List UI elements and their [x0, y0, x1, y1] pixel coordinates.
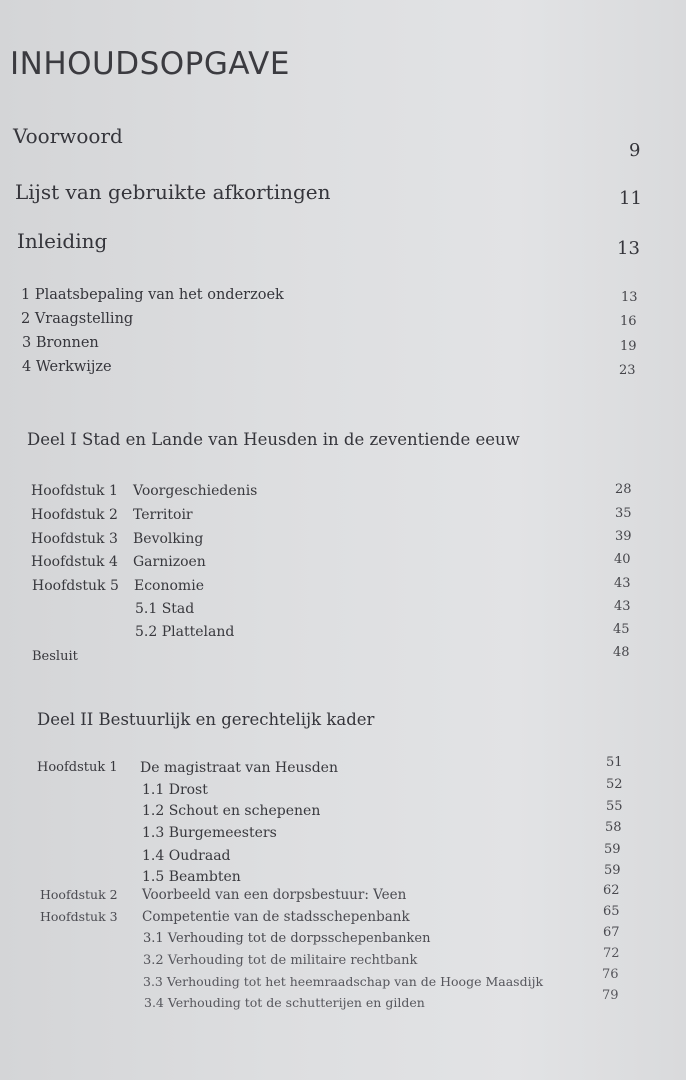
toc-entry-afkortingen: Lijst van gebruikte afkortingen: [15, 180, 331, 204]
part1-page: 35: [615, 506, 632, 521]
part2-page: 79: [602, 988, 619, 1003]
part2-page: 72: [603, 946, 620, 961]
toc-entry-inleiding: Inleiding: [17, 229, 108, 253]
part2-page: 51: [606, 755, 623, 770]
toc-page-afkortingen: 11: [619, 188, 642, 209]
part1-label: Bevolking: [133, 531, 204, 547]
part1-page: 45: [613, 622, 630, 637]
part1-label: Garnizoen: [133, 554, 206, 570]
part2-label: 1.2 Schout en schepenen: [142, 803, 321, 819]
toc-page-inleiding: 13: [617, 238, 640, 259]
part2-label: 3.1 Verhouding tot de dorpsschepenbanken: [143, 931, 431, 946]
toc-intro-section: 3 Bronnen: [22, 335, 99, 351]
part2-page: 52: [606, 777, 623, 792]
part1-chapter: Hoofdstuk 2: [31, 507, 118, 523]
part1-page: 39: [615, 529, 632, 544]
part1-page: 40: [614, 552, 631, 567]
part2-label: 3.4 Verhouding tot de schutterijen en gilden: [144, 995, 425, 1010]
toc-intro-page: 23: [619, 363, 636, 378]
part2-label: 3.3 Verhouding tot het heemraadschap van de Hooge Maasdijk: [143, 974, 544, 989]
part2-page: 65: [603, 904, 620, 919]
toc-page-voorwoord: 9: [629, 140, 641, 161]
part1-page: 43: [614, 599, 631, 614]
part1-closing-label: Besluit: [32, 649, 78, 664]
part1-chapter: Hoofdstuk 3: [31, 531, 118, 547]
part1-page: 43: [614, 576, 631, 591]
part1-chapter: Hoofdstuk 5: [32, 578, 119, 594]
toc-entry-voorwoord: Voorwoord: [13, 124, 123, 148]
part2-page: 59: [604, 863, 621, 878]
toc-intro-section: 4 Werkwijze: [22, 359, 112, 375]
toc-intro-page: 19: [620, 339, 637, 354]
part1-chapter: Hoofdstuk 4: [31, 554, 118, 570]
part1-page: 28: [615, 482, 632, 497]
part2-chapter: Hoofdstuk 3: [40, 909, 118, 924]
part2-label: 1.4 Oudraad: [142, 848, 231, 864]
part2-label: De magistraat van Heusden: [140, 760, 338, 776]
part2-label: Competentie van de stadsschepenbank: [142, 909, 410, 925]
part1-label: Territoir: [133, 507, 193, 523]
part2-page: 55: [606, 799, 623, 814]
part2-page: 59: [604, 842, 621, 857]
part-2-title: Deel II Bestuurlijk en gerechtelijk kader: [37, 710, 375, 729]
part2-page: 58: [605, 820, 622, 835]
part2-page: 62: [603, 883, 620, 898]
part2-page: 76: [602, 967, 619, 982]
part2-label: 1.1 Drost: [142, 782, 208, 798]
part2-chapter: Hoofdstuk 2: [40, 887, 118, 902]
part2-chapter: Hoofdstuk 1: [37, 760, 118, 775]
part1-chapter: Hoofdstuk 1: [31, 483, 118, 499]
part2-label: 1.3 Burgemeesters: [142, 825, 277, 841]
toc-intro-section: 1 Plaatsbepaling van het onderzoek: [21, 287, 284, 303]
part1-label: 5.2 Platteland: [135, 624, 235, 640]
part1-label: 5.1 Stad: [135, 601, 195, 617]
part1-label: Voorgeschiedenis: [133, 483, 258, 499]
part1-closing-page: 48: [613, 645, 630, 660]
part2-label: 3.2 Verhouding tot de militaire rechtbank: [143, 953, 418, 968]
part2-label: Voorbeeld van een dorpsbestuur: Veen: [142, 887, 407, 903]
part1-label: Economie: [134, 578, 204, 594]
toc-intro-page: 16: [620, 314, 637, 329]
part-1-title: Deel I Stad en Lande van Heusden in de zeventiende eeuw: [27, 430, 520, 449]
part2-page: 67: [603, 925, 620, 940]
page-title: INHOUDSOPGAVE: [10, 46, 290, 82]
toc-intro-page: 13: [621, 290, 638, 305]
part2-label: 1.5 Beambten: [142, 869, 241, 885]
toc-intro-section: 2 Vraagstelling: [21, 311, 134, 327]
